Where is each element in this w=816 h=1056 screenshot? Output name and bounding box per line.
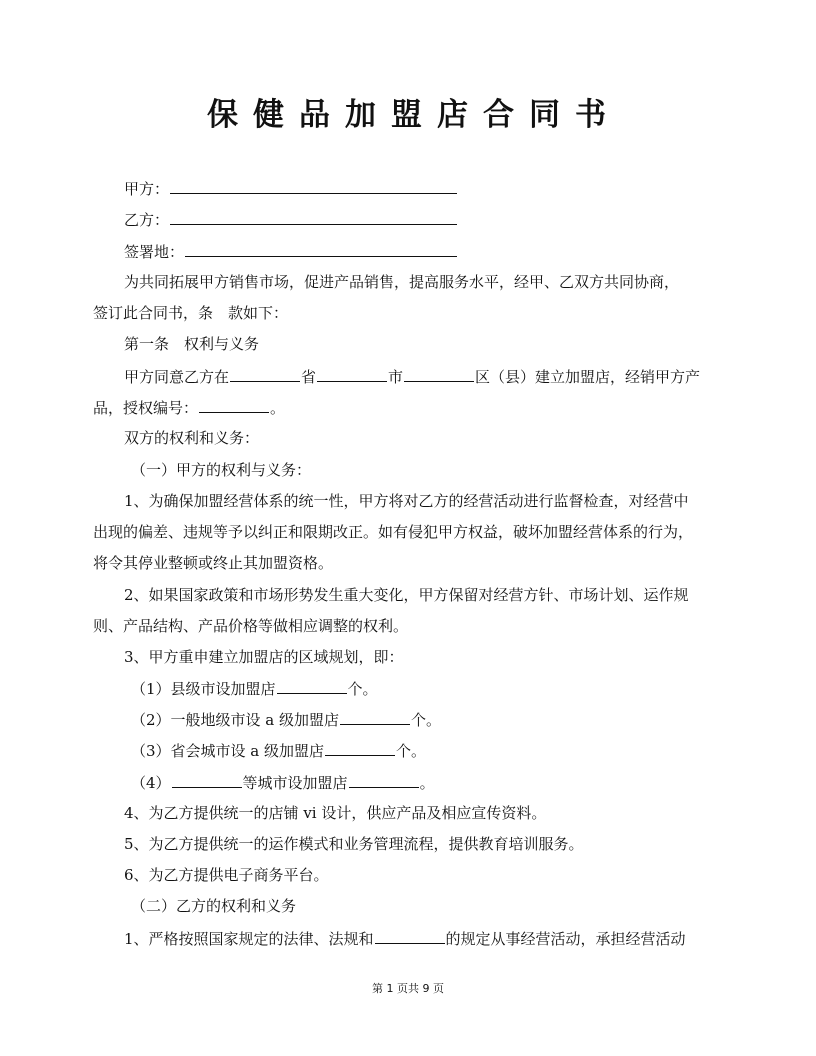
item-1-line-2: 出现的偏差、违规等予以纠正和限期改正。如有侵犯甲方权益，破坏加盟经营体系的行为，	[93, 523, 694, 541]
region-rule-3-end: 个。	[396, 742, 427, 760]
item-6: 6、为乙方提供电子商务平台。	[124, 866, 329, 884]
region-rule-2-blank	[340, 708, 410, 725]
region-rule-4-blank-2	[349, 771, 419, 788]
region-rule-4-text: （4）	[131, 774, 171, 792]
party-b-item-1	[0, 927, 816, 949]
region-rule-1-text: （1）县级市设加盟店	[131, 680, 276, 698]
location-text-4: 区（县）建立加盟店，经销甲方产	[475, 368, 701, 386]
party-b-blank	[170, 208, 457, 225]
party-a-blank	[170, 177, 457, 194]
party-a-label: 甲方：	[124, 180, 170, 198]
region-rule-3	[0, 739, 816, 761]
sign-place-blank	[185, 240, 457, 257]
party-b-item-1-blank	[375, 927, 445, 944]
party-b-line	[0, 208, 816, 230]
region-rule-4-end: 。	[419, 774, 435, 792]
location-line	[0, 365, 816, 387]
location-text-1: 甲方同意乙方在	[124, 368, 230, 386]
city-blank	[317, 365, 387, 382]
item-3: 3、甲方重申建立加盟店的区域规划，即：	[124, 648, 404, 666]
authorization-label: 品，授权编号：	[93, 399, 199, 417]
region-rule-4	[0, 771, 816, 793]
intro-line-2: 签订此合同书，条 款如下：	[93, 304, 289, 322]
document-title: 保健品加盟店合同书	[207, 97, 621, 133]
party-a-line	[0, 177, 816, 199]
section-2-title: （二）乙方的权利和义务	[131, 897, 297, 915]
item-4: 4、为乙方提供统一的店铺 vi 设计，供应产品及相应宣传资料。	[124, 804, 547, 822]
party-b-item-1-text: 1、严格按照国家规定的法律、法规和	[124, 930, 374, 948]
location-text-3: 市	[388, 368, 404, 386]
authorization-blank	[199, 396, 269, 413]
region-rule-2-text: （2）一般地级市设 a 级加盟店	[131, 711, 340, 729]
item-2-line-2: 则、产品结构、产品价格等做相应调整的权利。	[93, 617, 409, 635]
region-rule-1-end: 个。	[347, 680, 378, 698]
region-rule-3-text: （3）省会城市设 a 级加盟店	[131, 742, 325, 760]
province-blank	[230, 365, 300, 382]
sign-place-line	[0, 240, 816, 262]
party-b-label: 乙方：	[124, 211, 170, 229]
party-b-item-1-text-2: 的规定从事经营活动，承担经营活动	[445, 930, 686, 948]
authorization-end: 。	[270, 399, 286, 417]
region-rule-4-blank-1	[172, 771, 242, 788]
item-1-line-3: 将令其停业整顿或终止其加盟资格。	[93, 554, 334, 572]
location-text-2: 省	[301, 368, 317, 386]
item-5: 5、为乙方提供统一的运作模式和业务管理流程，提供教育培训服务。	[124, 835, 584, 853]
item-1-line-1: 1、为确保加盟经营体系的统一性，甲方将对乙方的经营活动进行监督检查，对经营中	[124, 492, 689, 510]
rights-title: 双方的权利和义务：	[124, 429, 260, 447]
region-rule-4-text-2: 等城市设加盟店	[242, 774, 348, 792]
region-rule-1-blank	[277, 677, 347, 694]
item-2-line-1: 2、如果国家政策和市场形势发生重大变化，甲方保留对经营方针、市场计划、运作规	[124, 586, 689, 604]
district-blank	[404, 365, 474, 382]
article-1-title: 第一条 权利与义务	[124, 335, 260, 353]
region-rule-1	[0, 677, 816, 699]
sign-place-label: 签署地：	[124, 243, 185, 261]
section-1-title: （一）甲方的权利与义务：	[131, 461, 312, 479]
region-rule-2-end: 个。	[411, 711, 442, 729]
intro-line-1: 为共同拓展甲方销售市场，促进产品销售，提高服务水平，经甲、乙双方共同协商，	[124, 273, 680, 291]
region-rule-3-blank	[325, 739, 395, 756]
region-rule-2	[0, 708, 816, 730]
authorization-line	[0, 396, 816, 418]
page-number: 第 1 页共 9 页	[372, 982, 444, 995]
